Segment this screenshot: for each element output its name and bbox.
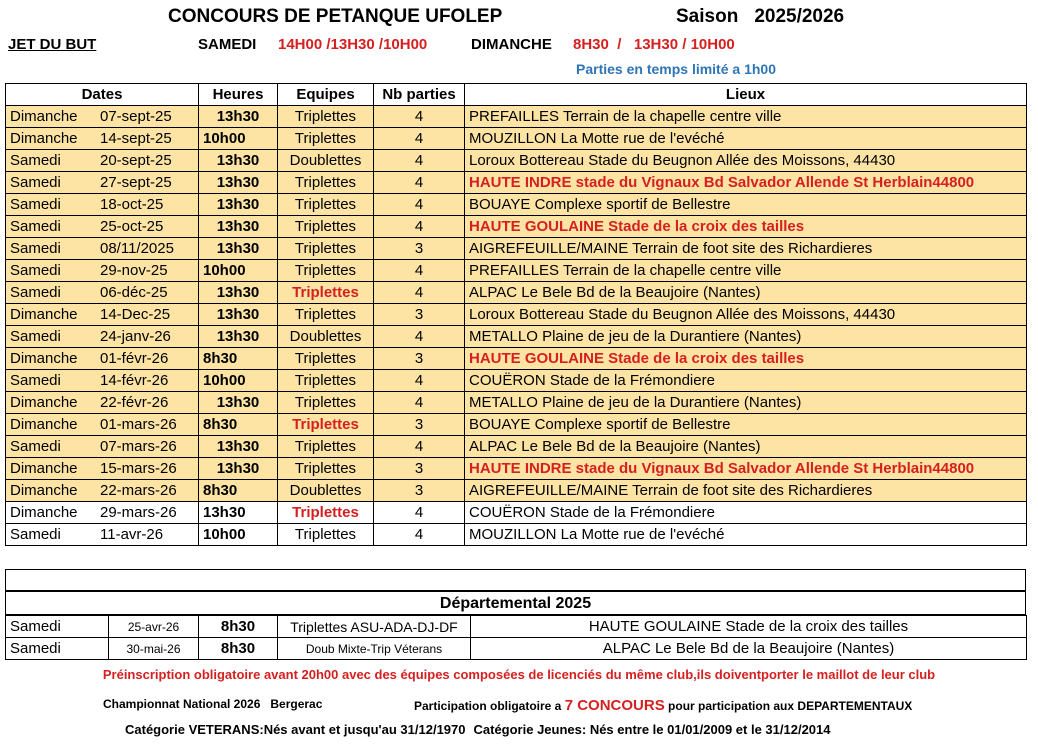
lieu-cell: AIGREFEUILLE/MAINE Terrain de foot site des Richardieres: [465, 480, 1027, 502]
team-cell: Triplettes: [278, 502, 374, 524]
team-cell: Triplettes: [278, 392, 374, 414]
team-cell: Triplettes: [278, 304, 374, 326]
table-row: [6, 216, 1027, 238]
date-cell: [6, 238, 199, 260]
participation-note: [414, 697, 912, 714]
nb-parties-cell: 4: [374, 370, 465, 392]
date-cell: [6, 282, 199, 304]
hour-cell: 13h30: [199, 282, 278, 304]
day-name: Samedi: [10, 284, 61, 301]
table-row: [6, 238, 1027, 260]
date-cell: [6, 370, 199, 392]
lieu-cell: AIGREFEUILLE/MAINE Terrain de foot site des Richardieres: [465, 238, 1027, 260]
day-name: Samedi: [10, 526, 61, 543]
date-cell: [6, 106, 199, 128]
dept-day: Samedi: [6, 616, 109, 638]
team-cell: Doublettes: [278, 150, 374, 172]
departemental-title: Départemental 2025: [5, 591, 1026, 615]
team-cell: Triplettes: [278, 282, 374, 304]
day-name: Dimanche: [10, 460, 78, 477]
lieu-cell: MOUZILLON La Motte rue de l'evéché: [465, 524, 1027, 546]
table-row: [6, 194, 1027, 216]
col-lieux: Lieux: [465, 84, 1027, 106]
participation-number: 7 CONCOURS: [564, 697, 665, 714]
table-row: [6, 260, 1027, 282]
date-cell: [6, 502, 199, 524]
table-row: [6, 150, 1027, 172]
dept-day: Samedi: [6, 638, 109, 660]
col-equipes: Equipes: [278, 84, 374, 106]
hour-cell: 8h30: [199, 480, 278, 502]
date-value: 14-sept-25: [100, 130, 172, 147]
date-cell: [6, 348, 199, 370]
dimanche-label: DIMANCHE: [471, 36, 552, 53]
nb-parties-cell: 3: [374, 238, 465, 260]
date-value: 18-oct-25: [100, 196, 164, 213]
lieu-cell: METALLO Plaine de jeu de la Durantiere (Nantes): [465, 326, 1027, 348]
hour-cell: 13h30: [199, 304, 278, 326]
samedi-label: SAMEDI: [198, 36, 257, 53]
nb-parties-cell: 4: [374, 194, 465, 216]
lieu-cell: COUËRON Stade de la Frémondiere: [465, 502, 1027, 524]
nb-parties-cell: 4: [374, 260, 465, 282]
lieu-cell: HAUTE INDRE stade du Vignaux Bd Salvador Allende St Herblain44800: [465, 458, 1027, 480]
dimanche-hours: 8H30 / 13H30 / 10H00: [573, 36, 735, 53]
table-row: [6, 370, 1027, 392]
date-cell: [6, 304, 199, 326]
date-cell: [6, 326, 199, 348]
day-name: Dimanche: [10, 416, 78, 433]
nb-parties-cell: 3: [374, 414, 465, 436]
col-nb-parties: Nb parties: [374, 84, 465, 106]
samedi-hours: 14H00 /13H30 /10H00: [278, 36, 428, 53]
season-label: Saison: [676, 6, 739, 27]
table-row: [6, 502, 1027, 524]
dept-hour: 8h30: [199, 638, 278, 660]
date-cell: [6, 480, 199, 502]
date-cell: [6, 260, 199, 282]
date-cell: [6, 392, 199, 414]
lieu-cell: BOUAYE Complexe sportif de Bellestre: [465, 194, 1027, 216]
hour-cell: 13h30: [199, 502, 278, 524]
lieu-cell: BOUAYE Complexe sportif de Bellestre: [465, 414, 1027, 436]
day-name: Samedi: [10, 262, 61, 279]
date-cell: [6, 150, 199, 172]
nb-parties-cell: 4: [374, 282, 465, 304]
season-years: 2025/2026: [754, 6, 845, 27]
nb-parties-cell: 4: [374, 106, 465, 128]
team-cell: Triplettes: [278, 458, 374, 480]
lieu-cell: HAUTE GOULAINE Stade de la croix des tailles: [465, 348, 1027, 370]
dept-date: 25-avr-26: [109, 616, 199, 638]
day-name: Dimanche: [10, 108, 78, 125]
parties-note: Parties en temps limité a 1h00: [576, 61, 776, 77]
date-cell: [6, 436, 199, 458]
lieu-cell: ALPAC Le Bele Bd de la Beaujoire (Nantes): [465, 282, 1027, 304]
team-cell: Triplettes: [278, 260, 374, 282]
date-value: 27-sept-25: [100, 174, 172, 191]
date-cell: [6, 524, 199, 546]
team-cell: Triplettes: [278, 436, 374, 458]
lieu-cell: Loroux Bottereau Stade du Beugnon Allée des Moissons, 44430: [465, 304, 1027, 326]
hour-cell: 10h00: [199, 370, 278, 392]
table-row: [6, 172, 1027, 194]
nb-parties-cell: 4: [374, 216, 465, 238]
participation-post: pour participation aux DEPARTEMENTAUX: [664, 699, 913, 713]
date-value: 25-oct-25: [100, 218, 164, 235]
date-cell: [6, 172, 199, 194]
hour-cell: 10h00: [199, 260, 278, 282]
lieu-cell: MOUZILLON La Motte rue de l'evéché: [465, 128, 1027, 150]
table-row: [6, 524, 1027, 546]
team-cell: Doublettes: [278, 480, 374, 502]
team-cell: Triplettes: [278, 194, 374, 216]
blank-row: [5, 569, 1026, 591]
lieu-cell: PREFAILLES Terrain de la chapelle centre ville: [465, 260, 1027, 282]
table-row: [6, 304, 1027, 326]
col-dates: Dates: [6, 84, 199, 106]
hour-cell: 13h30: [199, 172, 278, 194]
dept-lieu: ALPAC Le Bele Bd de la Beaujoire (Nantes): [471, 638, 1027, 660]
hour-cell: 8h30: [199, 414, 278, 436]
date-cell: [6, 458, 199, 480]
nb-parties-cell: 4: [374, 128, 465, 150]
hour-cell: 13h30: [199, 458, 278, 480]
hour-cell: 10h00: [199, 524, 278, 546]
day-name: Dimanche: [10, 130, 78, 147]
table-row: [6, 326, 1027, 348]
hour-cell: 8h30: [199, 348, 278, 370]
jet-label: JET DU BUT: [8, 36, 97, 53]
nb-parties-cell: 4: [374, 502, 465, 524]
category-jeunes: Catégorie Jeunes: Nés entre le 01/01/2009 et le 31/12/2014: [473, 722, 831, 737]
table-row: [6, 414, 1027, 436]
nb-parties-cell: 3: [374, 304, 465, 326]
date-value: 06-déc-25: [100, 284, 168, 301]
table-row: [6, 282, 1027, 304]
day-name: Samedi: [10, 328, 61, 345]
hour-cell: 13h30: [199, 238, 278, 260]
team-cell: Doublettes: [278, 326, 374, 348]
hour-cell: 13h30: [199, 392, 278, 414]
nb-parties-cell: 4: [374, 392, 465, 414]
hour-cell: 13h30: [199, 150, 278, 172]
dept-team: Triplettes ASU-ADA-DJ-DF: [278, 616, 471, 638]
team-cell: Triplettes: [278, 524, 374, 546]
team-cell: Triplettes: [278, 216, 374, 238]
day-name: Samedi: [10, 152, 61, 169]
date-value: 29-nov-25: [100, 262, 168, 279]
preinscription-note: Préinscription obligatoire avant 20h00 avec des équipes composées de licenciés du même club,ils doiventporter le maillot de leur club: [102, 667, 936, 682]
date-value: 01-févr-26: [100, 350, 169, 367]
date-value: 01-mars-26: [100, 416, 177, 433]
nb-parties-cell: 3: [374, 458, 465, 480]
lieu-cell: ALPAC Le Bele Bd de la Beaujoire (Nantes): [465, 436, 1027, 458]
season: [676, 6, 844, 28]
nb-parties-cell: 4: [374, 172, 465, 194]
date-value: 14-févr-26: [100, 372, 169, 389]
table-row: [6, 480, 1027, 502]
team-cell: Triplettes: [278, 414, 374, 436]
date-value: 20-sept-25: [100, 152, 172, 169]
lieu-cell: METALLO Plaine de jeu de la Durantiere (Nantes): [465, 392, 1027, 414]
table-row: [6, 348, 1027, 370]
date-cell: [6, 414, 199, 436]
day-name: Dimanche: [10, 350, 78, 367]
table-row: [6, 128, 1027, 150]
hour-cell: 10h00: [199, 128, 278, 150]
hour-cell: 13h30: [199, 106, 278, 128]
nb-parties-cell: 4: [374, 326, 465, 348]
table-row: [6, 392, 1027, 414]
dept-lieu: HAUTE GOULAINE Stade de la croix des tailles: [471, 616, 1027, 638]
hour-cell: 13h30: [199, 216, 278, 238]
hour-cell: 13h30: [199, 326, 278, 348]
team-cell: Triplettes: [278, 238, 374, 260]
day-name: Dimanche: [10, 504, 78, 521]
categories-note: [125, 722, 831, 737]
nb-parties-cell: 4: [374, 524, 465, 546]
date-value: 29-mars-26: [100, 504, 177, 521]
page-title: CONCOURS DE PETANQUE UFOLEP: [168, 6, 503, 27]
table-row: [6, 458, 1027, 480]
participation-pre: Participation obligatoire a: [414, 699, 565, 713]
category-veterans: Catégorie VETERANS:Nés avant et jusqu'au 31/12/1970: [125, 722, 466, 737]
lieu-cell: HAUTE GOULAINE Stade de la croix des tailles: [465, 216, 1027, 238]
nb-parties-cell: 4: [374, 436, 465, 458]
day-name: Samedi: [10, 438, 61, 455]
dept-row: [6, 638, 1027, 660]
date-value: 24-janv-26: [100, 328, 171, 345]
day-name: Samedi: [10, 174, 61, 191]
date-value: 15-mars-26: [100, 460, 177, 477]
schedule-table: [5, 83, 1027, 546]
col-heures: Heures: [199, 84, 278, 106]
day-name: Dimanche: [10, 306, 78, 323]
departemental-table: [5, 615, 1027, 660]
lieu-cell: COUËRON Stade de la Frémondiere: [465, 370, 1027, 392]
table-row: [6, 436, 1027, 458]
team-cell: Triplettes: [278, 172, 374, 194]
hour-cell: 13h30: [199, 436, 278, 458]
date-value: 07-sept-25: [100, 108, 172, 125]
day-name: Samedi: [10, 240, 61, 257]
dept-row: [6, 616, 1027, 638]
lieu-cell: HAUTE INDRE stade du Vignaux Bd Salvador Allende St Herblain44800: [465, 172, 1027, 194]
team-cell: Triplettes: [278, 128, 374, 150]
team-cell: Triplettes: [278, 370, 374, 392]
dept-team: Doub Mixte-Trip Véterans: [278, 638, 471, 660]
date-cell: [6, 194, 199, 216]
lieu-cell: PREFAILLES Terrain de la chapelle centre ville: [465, 106, 1027, 128]
date-value: 08/11/2025: [100, 240, 174, 257]
nb-parties-cell: 4: [374, 150, 465, 172]
team-cell: Triplettes: [278, 106, 374, 128]
day-name: Dimanche: [10, 394, 78, 411]
date-value: 07-mars-26: [100, 438, 177, 455]
date-cell: [6, 128, 199, 150]
dept-date: 30-mai-26: [109, 638, 199, 660]
dept-hour: 8h30: [199, 616, 278, 638]
day-name: Dimanche: [10, 482, 78, 499]
date-value: 11-avr-26: [100, 526, 164, 543]
team-cell: Triplettes: [278, 348, 374, 370]
date-value: 14-Dec-25: [100, 306, 171, 323]
nb-parties-cell: 3: [374, 480, 465, 502]
hour-cell: 13h30: [199, 194, 278, 216]
day-name: Samedi: [10, 372, 61, 389]
date-value: 22-mars-26: [100, 482, 177, 499]
nb-parties-cell: 3: [374, 348, 465, 370]
table-row: [6, 106, 1027, 128]
date-value: 22-févr-26: [100, 394, 169, 411]
header-row: [6, 84, 1027, 106]
date-cell: [6, 216, 199, 238]
day-name: Samedi: [10, 196, 61, 213]
day-name: Samedi: [10, 218, 61, 235]
championnat-note: Championnat National 2026 Bergerac: [103, 697, 323, 711]
lieu-cell: Loroux Bottereau Stade du Beugnon Allée des Moissons, 44430: [465, 150, 1027, 172]
